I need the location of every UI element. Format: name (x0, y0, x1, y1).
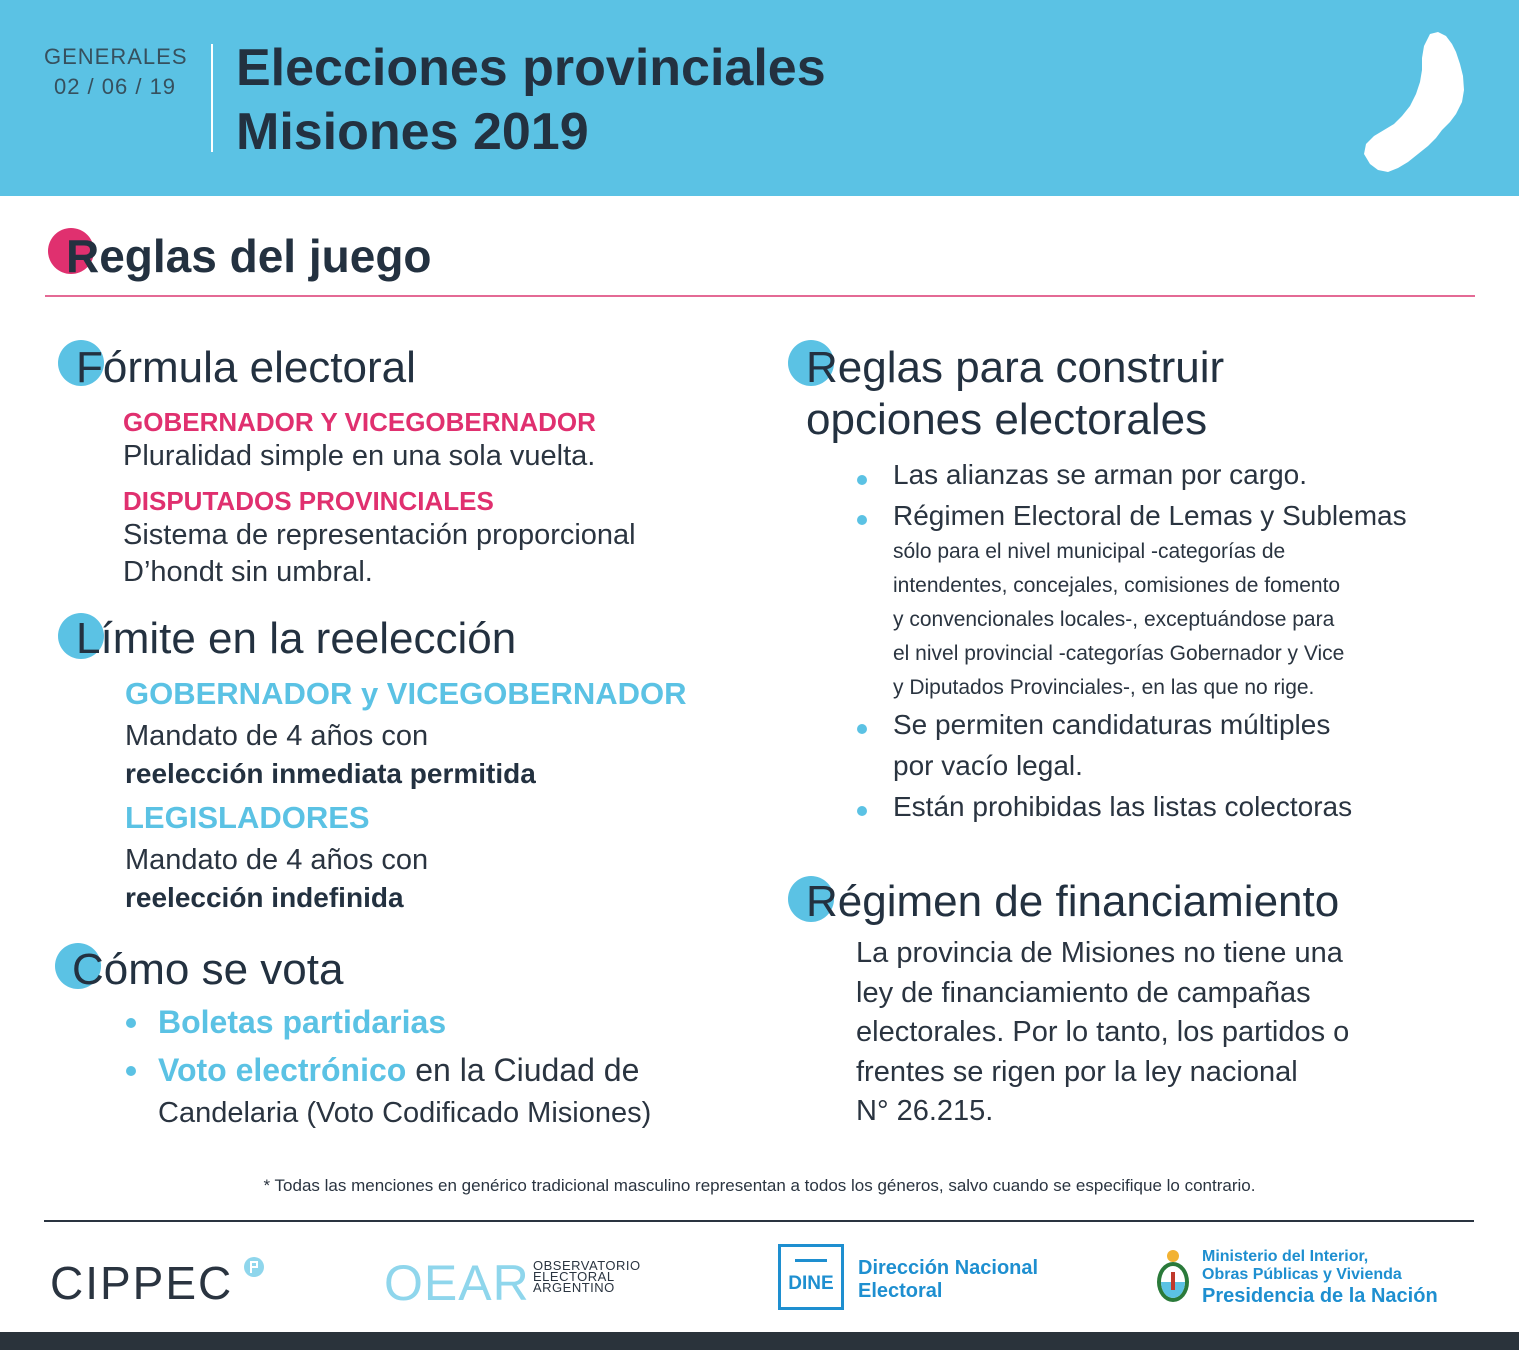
como-item-2-rest: en la Ciudad de (406, 1052, 640, 1088)
financiamiento-line-5: N° 26.215. (856, 1095, 994, 1127)
page-title (236, 36, 826, 164)
formula-gov-text: Pluralidad simple en una sola vuelta. (123, 440, 596, 472)
dine-name-line2: Electoral (858, 1280, 943, 1302)
limite-gov-label: GOBERNADOR y VICEGOBERNADOR (125, 676, 687, 711)
oear-logo: OEAR (384, 1255, 530, 1311)
reglas-item-2: Régimen Electoral de Lemas y Sublemas (893, 500, 1407, 531)
financiamiento-text (856, 934, 1456, 1132)
header-divider (211, 44, 213, 152)
presidencia-line: Presidencia de la Nación (1202, 1285, 1438, 1307)
como-item-2 (158, 1049, 639, 1091)
reglas-bullet-3 (857, 724, 867, 734)
formula-dip-text-2: D’hondt sin umbral. (123, 556, 373, 588)
como-bullet-2 (126, 1066, 136, 1076)
reglas-bullet-1 (857, 475, 867, 485)
formula-title: Fórmula electoral (76, 343, 416, 392)
reglas-item-2-sub-2: intendentes, concejales, comisiones de fomento (893, 574, 1341, 597)
main-title-rule (45, 295, 1475, 297)
reglas-item-2-sub-4: el nivel provincial -categorías Gobernador y Vice (893, 642, 1345, 665)
formula-dip-text-1: Sistema de representación proporcional (123, 519, 636, 551)
reglas-bullet-4 (857, 806, 867, 816)
financiamiento-line-4: frentes se rigen por la ley nacional (856, 1055, 1298, 1088)
dine-name (858, 1257, 1038, 1303)
como-item-2-highlight: Voto electrónico (158, 1052, 407, 1088)
oear-sub-3: ARGENTINO (533, 1280, 615, 1295)
limite-title: Límite en la reelección (76, 614, 517, 663)
cippec-mark-icon (243, 1256, 265, 1278)
argentina-coat-of-arms-icon (1153, 1248, 1193, 1306)
reglas-item-2-sub-3: y convencionales locales-, exceptuándose para (893, 608, 1335, 631)
dine-logo-text: DINE (788, 1273, 834, 1294)
formula-gov-label: GOBERNADOR Y VICEGOBERNADOR (123, 407, 596, 437)
reglas-item-2-sub-1: sólo para el nivel municipal -categorías de (893, 540, 1286, 563)
limite-leg-label: LEGISLADORES (125, 800, 370, 835)
reglas-item-3-line2: por vacío legal. (893, 750, 1083, 781)
limite-gov-text: Mandato de 4 años con (125, 720, 429, 752)
election-type (44, 42, 186, 102)
financiamiento-line-2: ley de financiamiento de campañas (856, 976, 1311, 1009)
financiamiento-title: Régimen de financiamiento (806, 877, 1340, 926)
ministerio-line1: Ministerio del Interior, (1202, 1248, 1369, 1265)
financiamiento-line-3: electorales. Por lo tanto, los partidos o (856, 1016, 1350, 1048)
oear-sub-2: ELECTORAL (533, 1269, 615, 1284)
como-bullet-1 (126, 1018, 136, 1028)
limite-leg-text: Mandato de 4 años con (125, 844, 429, 876)
reglas-title-line1: Reglas para construir (806, 343, 1225, 392)
reglas-title-line2: opciones electorales (806, 395, 1208, 444)
dine-name-line1: Dirección Nacional (858, 1257, 1039, 1279)
oear-sub-1: OBSERVATORIO (533, 1258, 641, 1273)
limite-gov-bold: reelección inmediata permitida (125, 758, 536, 789)
ministerio-text (1202, 1248, 1438, 1308)
como-title: Cómo se vota (72, 945, 344, 994)
misiones-map-icon (1360, 30, 1472, 175)
financiamiento-line-1: La provincia de Misiones no tiene una (856, 937, 1343, 969)
limite-leg-bold: reelección indefinida (125, 882, 404, 913)
dine-logo-line (795, 1259, 827, 1262)
como-item-2-line2: Candelaria (Voto Codificado Misiones) (158, 1097, 652, 1129)
reglas-item-4: Están prohibidas las listas colectoras (893, 791, 1353, 822)
reglas-bullet-2 (857, 515, 867, 525)
bottom-bar (0, 1332, 1519, 1350)
reglas-item-2-sub-5: y Diputados Provinciales-, en las que no rige. (893, 676, 1315, 699)
page-title-line1: Elecciones provinciales (236, 39, 826, 97)
header-banner (0, 0, 1519, 196)
como-item-1 (158, 1001, 446, 1043)
formula-dip-label: DISPUTADOS PROVINCIALES (123, 486, 494, 516)
cippec-logo: CIPPEC (50, 1257, 234, 1309)
dine-logo (778, 1244, 844, 1310)
footer-rule (44, 1220, 1474, 1222)
ministerio-line2: Obras Públicas y Vivienda (1202, 1266, 1402, 1283)
election-kicker: GENERALES (44, 44, 188, 69)
oear-subtitle (533, 1260, 641, 1293)
main-title: Reglas del juego (66, 230, 432, 282)
footnote: * Todas las menciones en genérico tradicional masculino representan a todos los géneros, salvo cuando se especifique lo contrario. (263, 1176, 1256, 1195)
como-item-1-text: Boletas partidarias (158, 1004, 447, 1040)
reglas-item-1: Las alianzas se arman por cargo. (893, 459, 1307, 490)
reglas-item-3-line1: Se permiten candidaturas múltiples (893, 709, 1331, 740)
election-date: 02 / 06 / 19 (53, 74, 177, 99)
page-title-line2: Misiones 2019 (236, 103, 589, 161)
